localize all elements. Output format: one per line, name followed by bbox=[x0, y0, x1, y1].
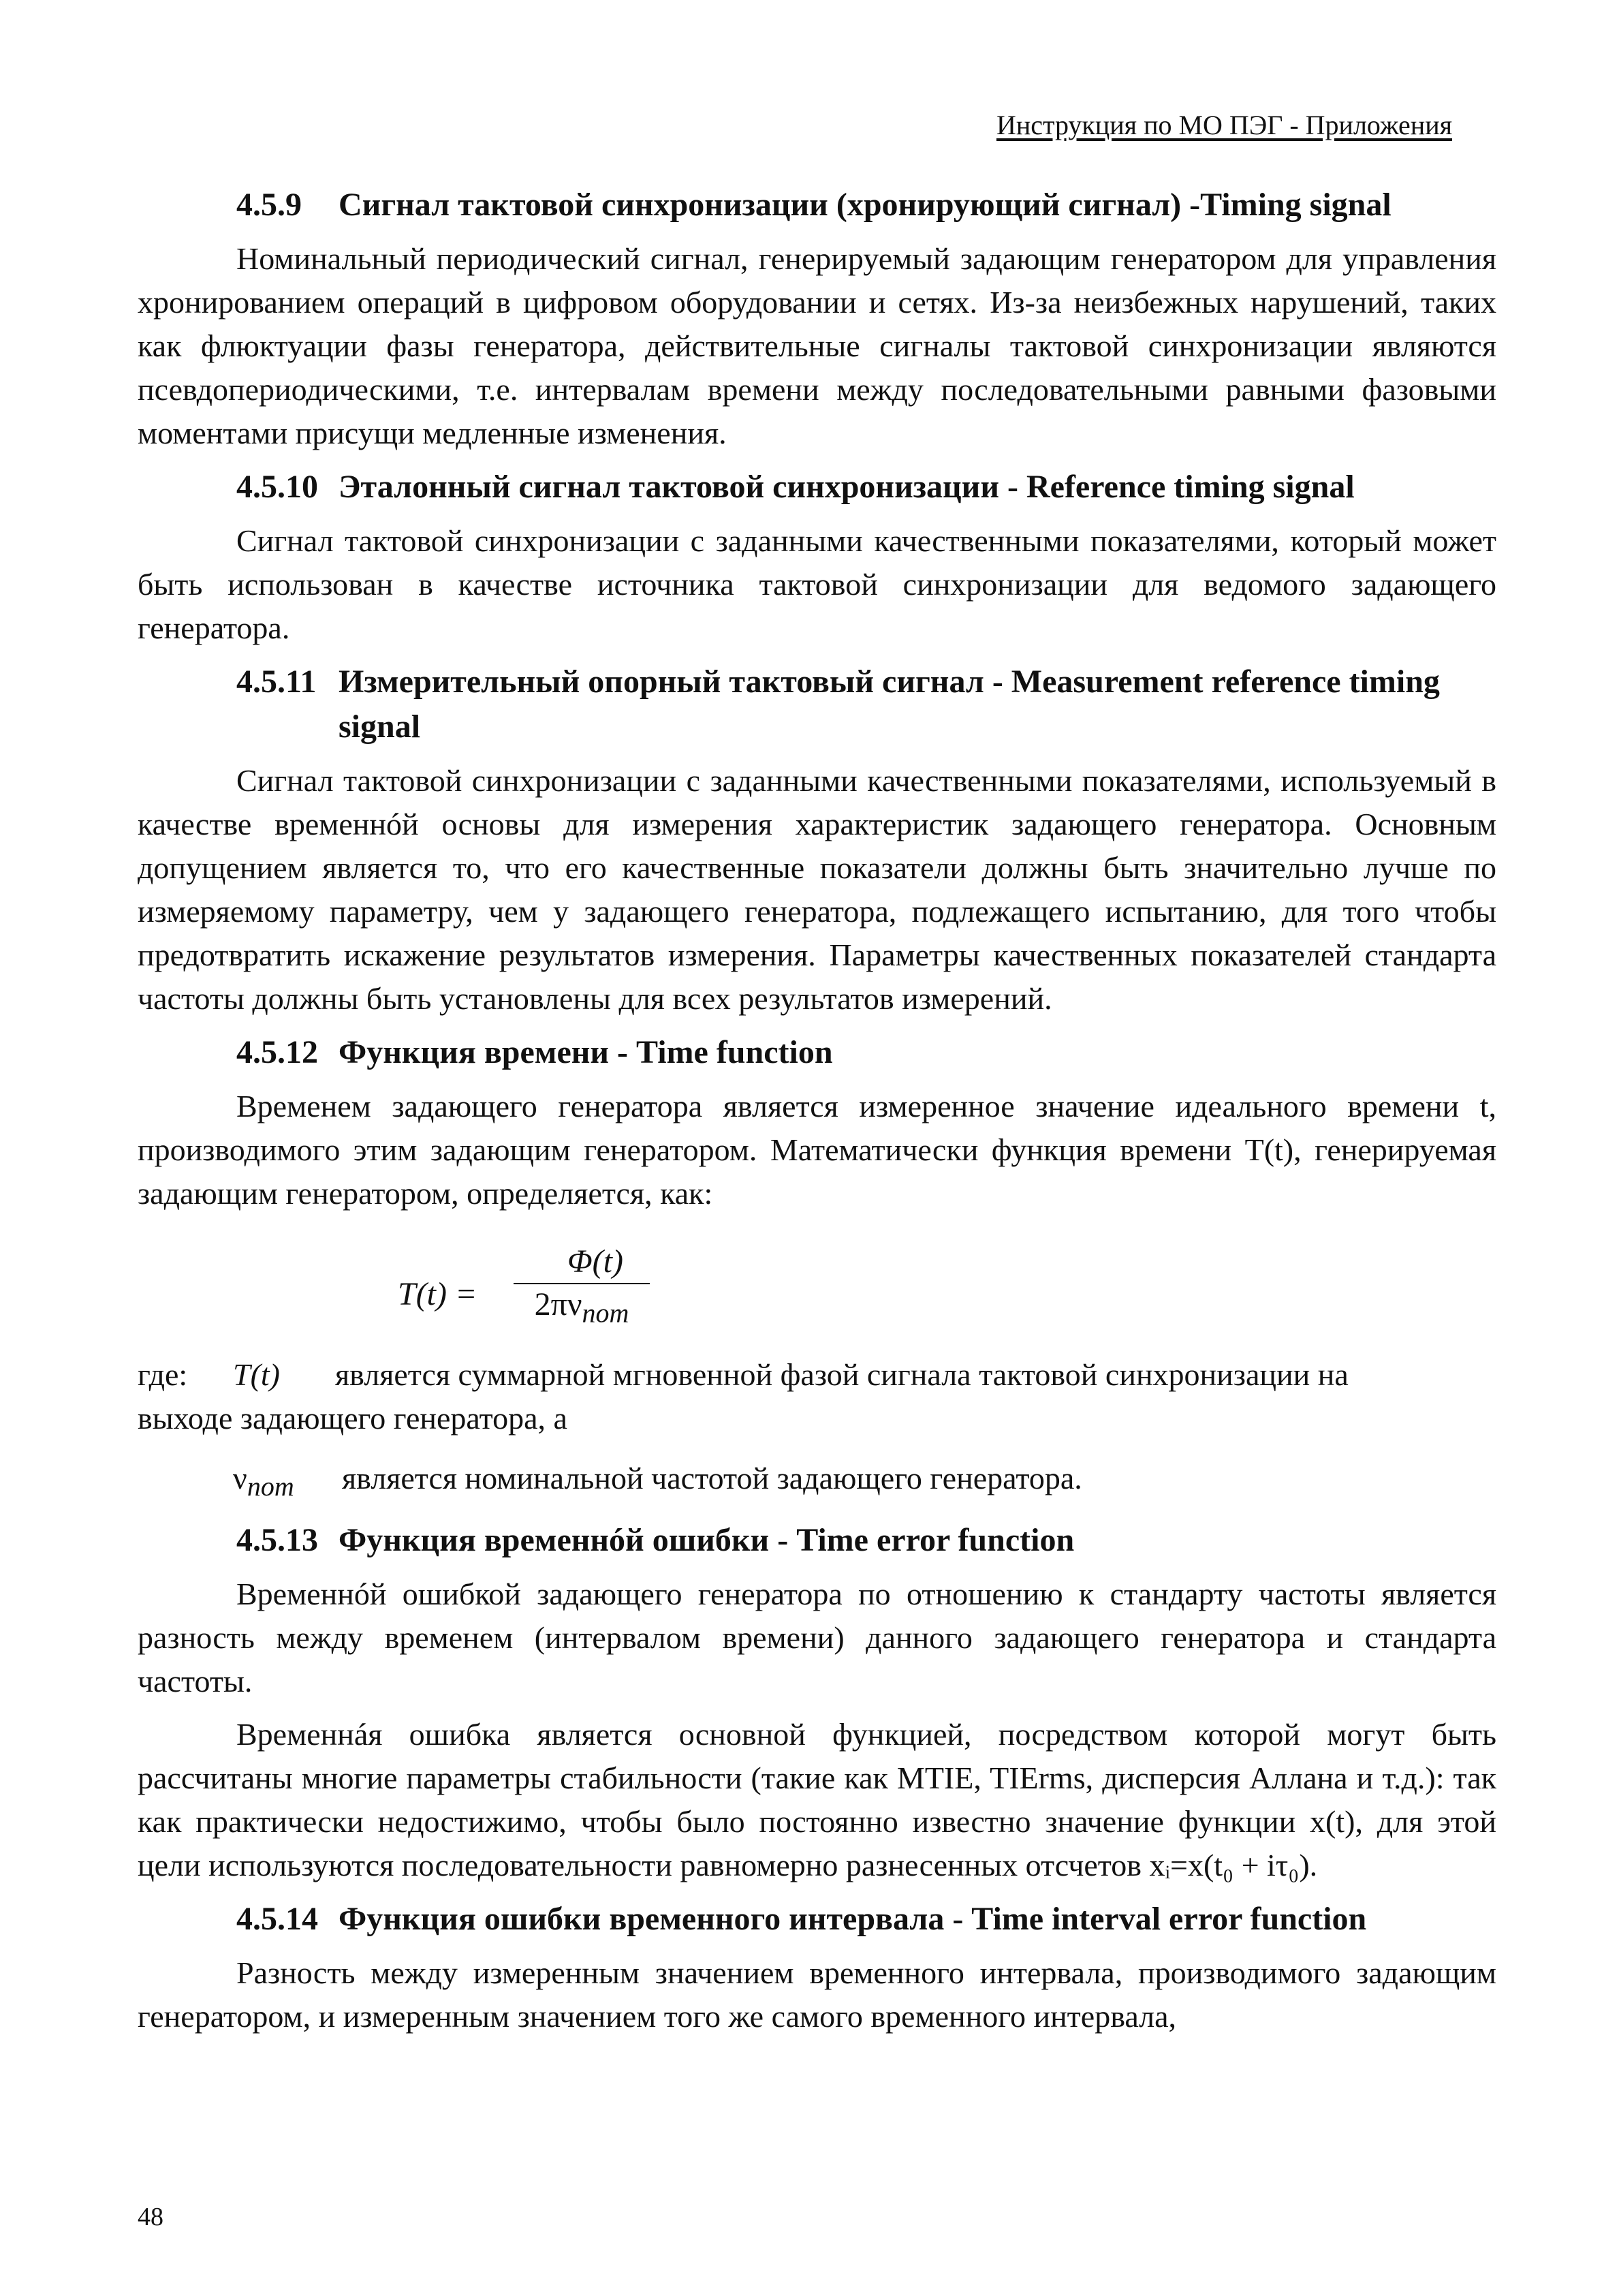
section-title: Эталонный сигнал тактовой синхронизации - Reference timing signal bbox=[339, 469, 1355, 505]
nu-symbol bbox=[138, 1457, 342, 1508]
where-symbol: T(t) bbox=[233, 1357, 280, 1392]
where-continuation: выходе задающего генератора, а bbox=[138, 1401, 567, 1436]
paragraph: Разность между измеренным значением временного интервала, производимого задающим генератором, и измеренным значением того же самого временного интервала, bbox=[138, 1955, 1496, 2034]
time-function-formula bbox=[138, 1243, 1496, 1345]
section-number: 4.5.11 bbox=[236, 664, 317, 700]
section-heading-4-5-10 bbox=[138, 465, 1496, 510]
paragraph: Сигнал тактовой синхронизации с заданными качественными показателями, который может быть использован в качестве источника тактовой синхронизации для ведомого задающего генератора. bbox=[138, 523, 1496, 645]
nu-definition bbox=[138, 1457, 1496, 1508]
section-title: Измерительный опорный тактовый сигнал - Measurement reference timing signal bbox=[339, 664, 1440, 745]
page-content bbox=[138, 183, 1496, 2038]
section-number: 4.5.9 bbox=[236, 187, 302, 223]
paragraph: Временем задающего генератора является измеренное значение идеального времени t, производимого этим задающим генератором. Математически функция времени T(t), генерируемая задающим генератором, определяется, как: bbox=[138, 1089, 1496, 1211]
section-heading-4-5-13 bbox=[138, 1518, 1496, 1563]
formula-denominator-base: 2πν bbox=[534, 1286, 582, 1322]
where-definition bbox=[138, 1353, 1496, 1397]
formula-fraction bbox=[514, 1243, 650, 1329]
where-label: где: bbox=[138, 1357, 188, 1392]
where-text: является суммарной мгновенной фазой сигнала тактовой синхронизации на bbox=[335, 1357, 1349, 1392]
section-number: 4.5.13 bbox=[236, 1522, 318, 1559]
formula-denominator-sub: nom bbox=[582, 1297, 629, 1329]
section-title: Функция временнóй ошибки - Time error function bbox=[339, 1522, 1075, 1559]
paragraph: Временнáя ошибка является основной функцией, посредством которой могут быть рассчитаны многие параметры стабильности (такие как MTIE, TIErms, дисперсия Аллана и т.д.): так как практически недостижимо, чтобы было постоянно известно значение функции x(t), для этой цели используются последовательности равномерно разнесенных отсчетов xᵢ=x(t₀ + iτ₀). bbox=[138, 1717, 1496, 1883]
paragraph: Сигнал тактовой синхронизации с заданными качественными показателями, используемый в качестве временнóй основы для измерения характеристик задающего генератора. Основным допущением является то, что его качественные показатели должны быть значительно лучше по измеряемому параметру, чем у задающего генератора, подлежащего испытанию, для того чтобы предотвратить искажение результатов измерения. Параметры качественных показателей стандарта частоты должны быть установлены для всех результатов измерений. bbox=[138, 763, 1496, 1016]
section-title: Функция ошибки временного интервала - Time interval error function bbox=[339, 1901, 1367, 1938]
section-heading-4-5-14 bbox=[138, 1897, 1496, 1942]
nu-symbol-base: ν bbox=[233, 1461, 247, 1495]
page-number: 48 bbox=[138, 2203, 163, 2231]
section-heading-4-5-12 bbox=[138, 1030, 1496, 1075]
section-heading-4-5-11 bbox=[138, 660, 1496, 749]
nu-text: является номинальной частотой задающего генератора. bbox=[342, 1461, 1082, 1495]
paragraph: Временнóй ошибкой задающего генератора по отношению к стандарту частоты является разность между временем (интервалом времени) данного задающего генератора и стандарта частоты. bbox=[138, 1577, 1496, 1699]
nu-symbol-sub: nom bbox=[247, 1471, 294, 1502]
formula-denominator bbox=[514, 1284, 650, 1329]
section-number: 4.5.10 bbox=[236, 469, 318, 505]
section-title: Сигнал тактовой синхронизации (хронирующий сигнал) -Timing signal bbox=[339, 187, 1392, 223]
paragraph: Номинальный периодический сигнал, генерируемый задающим генератором для управления хронированием операций в цифровом оборудовании и сетях. Из-за неизбежных нарушений, таких как флюктуации фазы генератора, действительные сигналы тактовой синхронизации являются псевдопериодическими, т.е. интервалам времени между последовательными равными фазовыми моментами присущи медленные изменения. bbox=[138, 241, 1496, 450]
section-heading-4-5-9 bbox=[138, 183, 1496, 228]
running-header: Инструкция по МО ПЭГ - Приложения bbox=[996, 110, 1452, 140]
formula-numerator: Φ(t) bbox=[514, 1243, 650, 1284]
section-number: 4.5.14 bbox=[236, 1901, 318, 1938]
section-title: Функция времени - Time function bbox=[339, 1034, 833, 1070]
formula-lhs: T(t) = bbox=[398, 1276, 477, 1312]
section-number: 4.5.12 bbox=[236, 1034, 318, 1070]
